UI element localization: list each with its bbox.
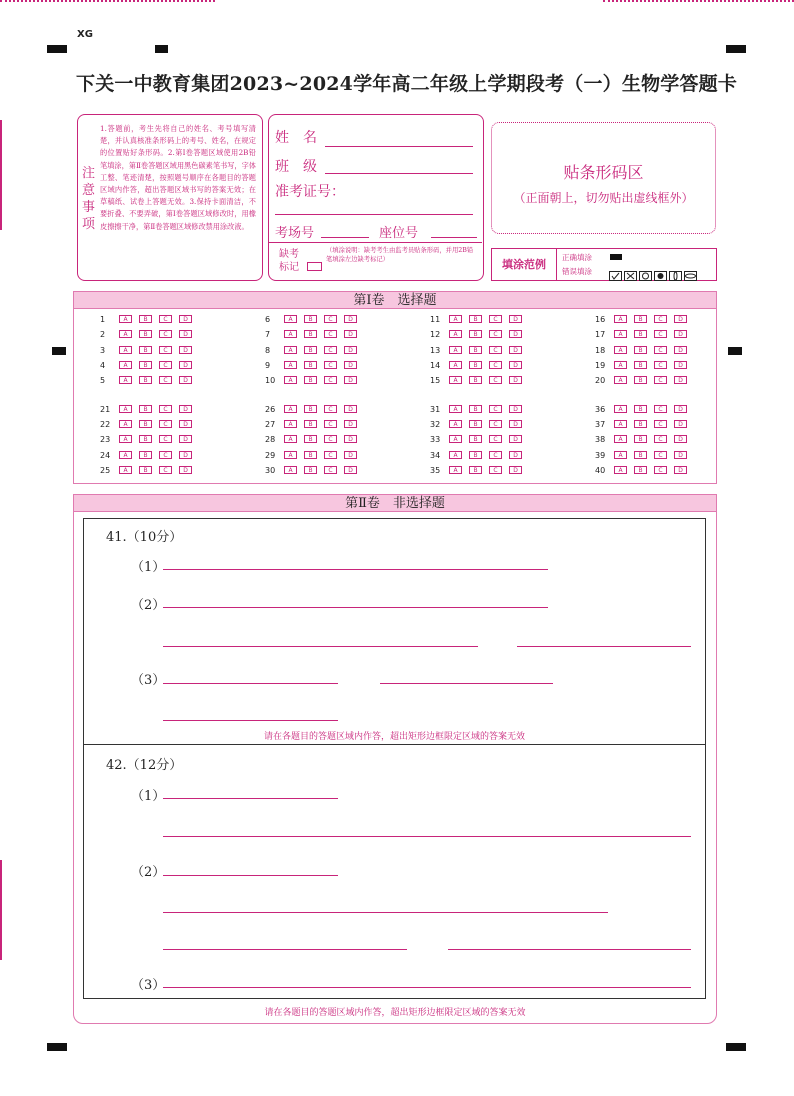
- option-bubble[interactable]: C: [489, 315, 502, 323]
- option-bubble[interactable]: D: [509, 405, 522, 413]
- option-bubble[interactable]: C: [324, 420, 337, 428]
- option-bubble[interactable]: B: [634, 315, 647, 323]
- divider: [269, 242, 482, 243]
- option-bubble[interactable]: D: [509, 346, 522, 354]
- option-bubble[interactable]: D: [344, 466, 357, 474]
- name-line[interactable]: [325, 146, 473, 147]
- option-bubble[interactable]: D: [509, 420, 522, 428]
- q41-part2-label: （2）: [131, 598, 166, 613]
- option-bubble[interactable]: B: [634, 466, 647, 474]
- option-bubble[interactable]: B: [634, 330, 647, 338]
- q41-part3-label: （3）: [131, 673, 166, 688]
- option-bubble[interactable]: D: [344, 361, 357, 369]
- option-bubble[interactable]: B: [304, 405, 317, 413]
- option-bubble[interactable]: B: [139, 451, 152, 459]
- question-number: 30: [265, 466, 276, 475]
- option-bubble[interactable]: B: [469, 451, 482, 459]
- option-bubble[interactable]: B: [304, 315, 317, 323]
- option-bubble[interactable]: C: [489, 451, 502, 459]
- option-bubble[interactable]: C: [654, 405, 667, 413]
- q42-part2-line[interactable]: [163, 875, 338, 876]
- option-bubble[interactable]: C: [159, 405, 172, 413]
- option-bubble[interactable]: D: [344, 435, 357, 443]
- option-bubble[interactable]: A: [614, 346, 627, 354]
- option-bubble[interactable]: A: [119, 361, 132, 369]
- option-bubble[interactable]: A: [284, 330, 297, 338]
- question-number: 11: [430, 315, 441, 324]
- class-label: 班 级: [275, 159, 317, 175]
- option-bubble[interactable]: D: [509, 361, 522, 369]
- option-bubble[interactable]: C: [159, 346, 172, 354]
- exam-id-label: 准考证号：: [275, 184, 345, 200]
- room-line[interactable]: [321, 237, 369, 238]
- option-bubble[interactable]: C: [489, 346, 502, 354]
- q42-part2-line[interactable]: [163, 949, 407, 950]
- left-margin-line-1: [0, 120, 2, 230]
- option-bubble[interactable]: D: [179, 346, 192, 354]
- option-bubble[interactable]: B: [304, 420, 317, 428]
- option-bubble[interactable]: C: [324, 346, 337, 354]
- section2-warning: 请在各题目的答题区域内作答，超出矩形边框限定区域的答案无效: [264, 1008, 526, 1018]
- option-bubble[interactable]: A: [449, 361, 462, 369]
- question-number: 13: [430, 346, 441, 355]
- q42-part1-line[interactable]: [163, 836, 691, 837]
- question-number: 24: [100, 451, 111, 460]
- option-bubble[interactable]: C: [489, 330, 502, 338]
- q42-part2-line[interactable]: [163, 912, 608, 913]
- option-bubble[interactable]: B: [469, 466, 482, 474]
- option-bubble[interactable]: A: [614, 315, 627, 323]
- option-bubble[interactable]: B: [139, 405, 152, 413]
- option-bubble[interactable]: D: [179, 405, 192, 413]
- question-number: 6: [265, 315, 271, 324]
- option-bubble[interactable]: D: [509, 376, 522, 384]
- question-number: 35: [430, 466, 441, 475]
- option-bubble[interactable]: B: [634, 451, 647, 459]
- question-number: 8: [265, 346, 271, 355]
- q41-part1-label: （1）: [131, 560, 166, 575]
- option-bubble[interactable]: A: [449, 346, 462, 354]
- option-bubble[interactable]: A: [449, 435, 462, 443]
- q41-warning: 请在各题目的答题区域内作答，超出矩形边框限定区域的答案无效: [263, 732, 525, 742]
- option-bubble[interactable]: D: [344, 376, 357, 384]
- option-bubble[interactable]: A: [119, 315, 132, 323]
- option-bubble[interactable]: C: [489, 405, 502, 413]
- option-bubble[interactable]: C: [324, 330, 337, 338]
- option-bubble[interactable]: B: [634, 435, 647, 443]
- q42-part1-label: （1）: [131, 789, 166, 804]
- name-label: 姓 名: [275, 130, 317, 146]
- wrong-fill-icons: [609, 271, 709, 281]
- option-bubble[interactable]: A: [614, 330, 627, 338]
- question-number: 5: [100, 376, 106, 385]
- option-bubble[interactable]: B: [469, 376, 482, 384]
- question-number: 31: [430, 405, 441, 414]
- option-bubble[interactable]: C: [159, 466, 172, 474]
- option-bubble[interactable]: A: [119, 330, 132, 338]
- option-bubble[interactable]: B: [634, 376, 647, 384]
- question-number: 2: [100, 330, 106, 339]
- student-info-box: [268, 114, 484, 281]
- registration-mark: [52, 347, 66, 355]
- option-bubble[interactable]: B: [139, 466, 152, 474]
- option-bubble[interactable]: D: [344, 420, 357, 428]
- option-bubble[interactable]: D: [509, 466, 522, 474]
- question-number: 22: [100, 420, 111, 429]
- question-number: 21: [100, 405, 111, 414]
- option-bubble[interactable]: C: [654, 346, 667, 354]
- option-bubble[interactable]: C: [489, 376, 502, 384]
- seat-line[interactable]: [431, 237, 477, 238]
- question-number: 12: [430, 330, 441, 339]
- option-bubble[interactable]: A: [449, 420, 462, 428]
- question-number: 16: [595, 315, 606, 324]
- option-bubble[interactable]: A: [284, 405, 297, 413]
- option-bubble[interactable]: A: [614, 420, 627, 428]
- section2-header: 第Ⅱ卷 非选择题: [73, 494, 717, 512]
- question-number: 33: [430, 435, 441, 444]
- question-number: 27: [265, 420, 276, 429]
- option-bubble[interactable]: B: [469, 330, 482, 338]
- option-bubble[interactable]: A: [119, 466, 132, 474]
- option-bubble[interactable]: A: [284, 315, 297, 323]
- question-number: 17: [595, 330, 606, 339]
- option-bubble[interactable]: D: [179, 315, 192, 323]
- option-bubble[interactable]: C: [159, 451, 172, 459]
- option-bubble[interactable]: B: [139, 435, 152, 443]
- option-bubble[interactable]: D: [179, 435, 192, 443]
- option-bubble[interactable]: C: [654, 420, 667, 428]
- notes-box: [77, 114, 263, 281]
- fill-example-box: [491, 248, 717, 281]
- q42-label: 42.（12分）: [106, 758, 183, 773]
- q41-part3-line[interactable]: [163, 683, 338, 684]
- question-number: 39: [595, 451, 606, 460]
- sheet-code: XG: [77, 29, 93, 40]
- class-line[interactable]: [325, 173, 473, 174]
- option-bubble[interactable]: B: [139, 330, 152, 338]
- question-number: 4: [100, 361, 106, 370]
- question-number: 34: [430, 451, 441, 460]
- option-bubble[interactable]: B: [469, 315, 482, 323]
- option-bubble[interactable]: B: [469, 361, 482, 369]
- option-bubble[interactable]: A: [119, 420, 132, 428]
- option-bubble[interactable]: A: [614, 466, 627, 474]
- question-number: 9: [265, 361, 271, 370]
- option-bubble[interactable]: A: [119, 346, 132, 354]
- option-bubble[interactable]: C: [654, 451, 667, 459]
- question-number: 26: [265, 405, 276, 414]
- option-bubble[interactable]: D: [674, 346, 687, 354]
- wrong-fill-samples: [609, 266, 709, 276]
- question-number: 14: [430, 361, 441, 370]
- option-bubble[interactable]: C: [159, 435, 172, 443]
- q42-part3-label: （3）: [131, 978, 166, 993]
- seat-label: 座位号: [379, 226, 419, 241]
- option-bubble[interactable]: D: [344, 330, 357, 338]
- option-bubble[interactable]: A: [284, 361, 297, 369]
- option-bubble[interactable]: B: [634, 405, 647, 413]
- option-bubble[interactable]: C: [159, 376, 172, 384]
- question-number: 38: [595, 435, 606, 444]
- option-bubble[interactable]: B: [469, 420, 482, 428]
- option-bubble[interactable]: B: [304, 361, 317, 369]
- registration-mark: [47, 45, 67, 53]
- question-number: 7: [265, 330, 271, 339]
- option-bubble[interactable]: B: [139, 315, 152, 323]
- option-bubble[interactable]: C: [654, 315, 667, 323]
- question-number: 1: [100, 315, 106, 324]
- absent-label: 缺考: [279, 249, 299, 260]
- fill-example-label: 填涂范例: [492, 249, 557, 280]
- option-bubble[interactable]: D: [509, 330, 522, 338]
- option-bubble[interactable]: D: [509, 435, 522, 443]
- question-number: 29: [265, 451, 276, 460]
- option-bubble[interactable]: D: [344, 451, 357, 459]
- option-bubble[interactable]: C: [324, 451, 337, 459]
- q42-part2-line[interactable]: [448, 949, 691, 950]
- option-bubble[interactable]: C: [159, 330, 172, 338]
- option-bubble[interactable]: D: [674, 315, 687, 323]
- q42-part1-line[interactable]: [163, 798, 338, 799]
- option-bubble[interactable]: B: [304, 376, 317, 384]
- q41-part1-line[interactable]: [163, 569, 548, 570]
- option-bubble[interactable]: B: [634, 346, 647, 354]
- option-bubble[interactable]: A: [119, 376, 132, 384]
- option-bubble[interactable]: B: [469, 346, 482, 354]
- question-number: 15: [430, 376, 441, 385]
- option-bubble[interactable]: A: [284, 435, 297, 443]
- question-number: 40: [595, 466, 606, 475]
- option-bubble[interactable]: A: [119, 435, 132, 443]
- option-bubble[interactable]: B: [304, 466, 317, 474]
- q42-part3-line[interactable]: [163, 987, 691, 988]
- q41-part2-line[interactable]: [163, 646, 478, 647]
- option-bubble[interactable]: A: [284, 346, 297, 354]
- option-bubble[interactable]: A: [449, 376, 462, 384]
- question-number: 10: [265, 376, 276, 385]
- top-dashed-edge-left: [0, 0, 215, 2]
- option-bubble[interactable]: B: [139, 420, 152, 428]
- option-bubble[interactable]: C: [324, 376, 337, 384]
- correct-fill-label: 正确填涂: [562, 253, 592, 262]
- absent-label-2: 标记: [279, 262, 299, 273]
- notes-label: 注意事项: [82, 166, 96, 232]
- question-number: 20: [595, 376, 606, 385]
- barcode-area: [491, 122, 716, 234]
- option-bubble[interactable]: C: [654, 376, 667, 384]
- option-bubble[interactable]: D: [344, 405, 357, 413]
- option-bubble[interactable]: B: [139, 361, 152, 369]
- option-bubble[interactable]: D: [674, 361, 687, 369]
- option-bubble[interactable]: C: [324, 435, 337, 443]
- room-label: 考场号: [275, 226, 315, 241]
- option-bubble[interactable]: B: [634, 361, 647, 369]
- option-bubble[interactable]: A: [284, 466, 297, 474]
- option-bubble[interactable]: D: [344, 315, 357, 323]
- option-bubble[interactable]: D: [179, 376, 192, 384]
- option-bubble[interactable]: A: [449, 466, 462, 474]
- option-bubble[interactable]: C: [159, 420, 172, 428]
- top-dashed-edge-right: [603, 0, 794, 2]
- option-bubble[interactable]: D: [674, 330, 687, 338]
- option-bubble[interactable]: D: [179, 451, 192, 459]
- q42-part2-label: （2）: [131, 865, 166, 880]
- option-bubble[interactable]: C: [159, 361, 172, 369]
- wrong-fill-label: 错误填涂: [562, 267, 592, 276]
- question-number: 3: [100, 346, 106, 355]
- option-bubble[interactable]: C: [159, 315, 172, 323]
- q41-label: 41.（10分）: [106, 530, 183, 545]
- registration-mark: [726, 45, 746, 53]
- q41-part2-line[interactable]: [163, 607, 548, 608]
- option-bubble[interactable]: A: [284, 376, 297, 384]
- option-bubble[interactable]: D: [179, 466, 192, 474]
- question-number: 28: [265, 435, 276, 444]
- option-bubble[interactable]: B: [469, 435, 482, 443]
- option-bubble[interactable]: C: [324, 466, 337, 474]
- option-bubble[interactable]: A: [449, 451, 462, 459]
- option-bubble[interactable]: D: [674, 435, 687, 443]
- option-bubble[interactable]: C: [324, 405, 337, 413]
- option-bubble[interactable]: C: [489, 466, 502, 474]
- option-bubble[interactable]: D: [674, 451, 687, 459]
- option-bubble[interactable]: A: [284, 451, 297, 459]
- option-bubble[interactable]: D: [509, 315, 522, 323]
- q41-part3-line[interactable]: [163, 720, 338, 721]
- option-bubble[interactable]: B: [469, 405, 482, 413]
- option-bubble[interactable]: D: [674, 405, 687, 413]
- registration-mark: [155, 45, 168, 53]
- option-bubble[interactable]: A: [449, 405, 462, 413]
- exam-id-line[interactable]: [275, 214, 473, 215]
- question-number: 37: [595, 420, 606, 429]
- option-bubble[interactable]: D: [179, 361, 192, 369]
- option-bubble[interactable]: C: [489, 420, 502, 428]
- option-bubble[interactable]: A: [449, 315, 462, 323]
- option-bubble[interactable]: C: [654, 435, 667, 443]
- option-bubble[interactable]: A: [119, 405, 132, 413]
- option-bubble[interactable]: C: [489, 435, 502, 443]
- registration-mark: [47, 1043, 67, 1051]
- option-bubble[interactable]: C: [654, 330, 667, 338]
- option-bubble[interactable]: A: [119, 451, 132, 459]
- option-bubble[interactable]: D: [179, 330, 192, 338]
- question-number: 18: [595, 346, 606, 355]
- option-bubble[interactable]: C: [324, 315, 337, 323]
- correct-fill-sample: [610, 254, 622, 260]
- option-bubble[interactable]: D: [674, 376, 687, 384]
- question-number: 36: [595, 405, 606, 414]
- option-bubble[interactable]: B: [139, 346, 152, 354]
- q41-part2-line[interactable]: [517, 646, 691, 647]
- option-bubble[interactable]: D: [344, 346, 357, 354]
- barcode-title: 贴条形码区: [563, 163, 644, 182]
- option-bubble[interactable]: D: [509, 451, 522, 459]
- option-bubble[interactable]: B: [634, 420, 647, 428]
- registration-mark: [726, 1043, 746, 1051]
- q42-answer-box: [83, 744, 706, 999]
- option-bubble[interactable]: A: [614, 376, 627, 384]
- question-number: 25: [100, 466, 111, 475]
- option-bubble[interactable]: D: [179, 420, 192, 428]
- left-margin-line-2: [0, 860, 2, 960]
- section1-header: 第Ⅰ卷 选择题: [73, 291, 717, 309]
- option-bubble[interactable]: B: [139, 376, 152, 384]
- option-bubble[interactable]: A: [614, 361, 627, 369]
- q41-answer-box: [83, 518, 706, 745]
- option-bubble[interactable]: A: [614, 405, 627, 413]
- question-number: 32: [430, 420, 441, 429]
- barcode-note: （正面朝上，切勿贴出虚线框外）: [513, 191, 694, 205]
- option-bubble[interactable]: D: [674, 466, 687, 474]
- page-title: 下关一中教育集团2023~2024学年高二年级上学期段考（一）生物学答题卡: [76, 73, 738, 95]
- option-bubble[interactable]: D: [674, 420, 687, 428]
- option-bubble[interactable]: C: [489, 361, 502, 369]
- option-bubble[interactable]: B: [304, 451, 317, 459]
- option-bubble[interactable]: A: [449, 330, 462, 338]
- option-bubble[interactable]: A: [284, 420, 297, 428]
- option-bubble[interactable]: A: [614, 435, 627, 443]
- q41-part3-line[interactable]: [380, 683, 553, 684]
- option-bubble[interactable]: B: [304, 330, 317, 338]
- registration-mark: [728, 347, 742, 355]
- option-bubble[interactable]: B: [304, 346, 317, 354]
- option-bubble[interactable]: C: [324, 361, 337, 369]
- notes-text: 1.答题前，考生先将自己的姓名、考号填写清楚，并认真核准条形码上的考号、姓名，在规定的位置贴好条形码。2.第Ⅰ卷答题区域使用2B铅笔填涂，第Ⅱ卷答题区域用黑色碳素笔书写，字体工整、笔迹清楚，按照题号顺序在各题目的答题区域内作答，超出答题区域书写的答案无效；在草稿纸、试卷上答题无效。3.保持卡面清洁，不要折叠、不要弄破，第Ⅰ卷答题区域修改时，用橡皮擦擦干净，第Ⅱ卷答题区域修改禁用涂改液。: [100, 124, 256, 231]
- question-number: 23: [100, 435, 111, 444]
- option-bubble[interactable]: A: [614, 451, 627, 459]
- option-bubble[interactable]: C: [654, 466, 667, 474]
- question-number: 19: [595, 361, 606, 370]
- absent-note: （填涂说明：缺考考生由监考员贴条形码，并用2B铅笔填涂左边缺考标记）: [326, 247, 474, 263]
- option-bubble[interactable]: C: [654, 361, 667, 369]
- option-bubble[interactable]: B: [304, 435, 317, 443]
- absent-mark-box[interactable]: [307, 262, 322, 271]
